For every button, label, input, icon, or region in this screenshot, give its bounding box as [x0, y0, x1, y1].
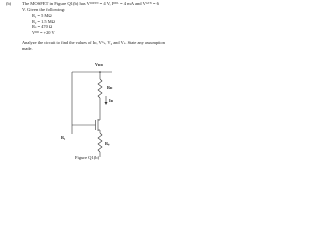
analyze-line-2: made.: [22, 45, 33, 51]
circuit-diagram: [0, 0, 200, 162]
id-arrow-head: [105, 102, 108, 105]
question-label: (b): [6, 1, 12, 6]
vdd-label: Vᴅᴅ: [95, 62, 103, 67]
given-rs: Rₛ = 470 Ω: [32, 24, 53, 29]
question-intro-line-2: V. Given the following:: [22, 7, 66, 12]
id-label: Iᴅ: [109, 98, 114, 103]
analyze-line-1: Analyze the circuit to find the values of Iᴅ, Vᴳₛ, V₂ and Vₛ. State any assumption: [22, 40, 165, 45]
question-intro-line-1: The MOSFET in Figure Q1(b) has Vᴵᴼᴿᵀᴺ = 4 V, Iᴰᴿᴸ = 4 mA and Vᴳᵀᴺ = 6: [22, 1, 159, 6]
given-r2: R₂ = 1.5 MΩ: [32, 18, 55, 24]
rs-resistor: [98, 133, 102, 152]
r1-label: R₁: [61, 135, 66, 140]
given-vdd: Vᴰᴰ = +20 V: [32, 29, 55, 35]
given-r1: R₁ = 5 MΩ: [32, 13, 52, 18]
rd-label: Rᴅ: [107, 85, 113, 90]
figure-caption: Figure Q1(b): [75, 155, 100, 160]
rd-resistor: [98, 79, 102, 98]
rs-label: Rₛ: [105, 141, 110, 146]
vdd-node: [99, 71, 101, 73]
